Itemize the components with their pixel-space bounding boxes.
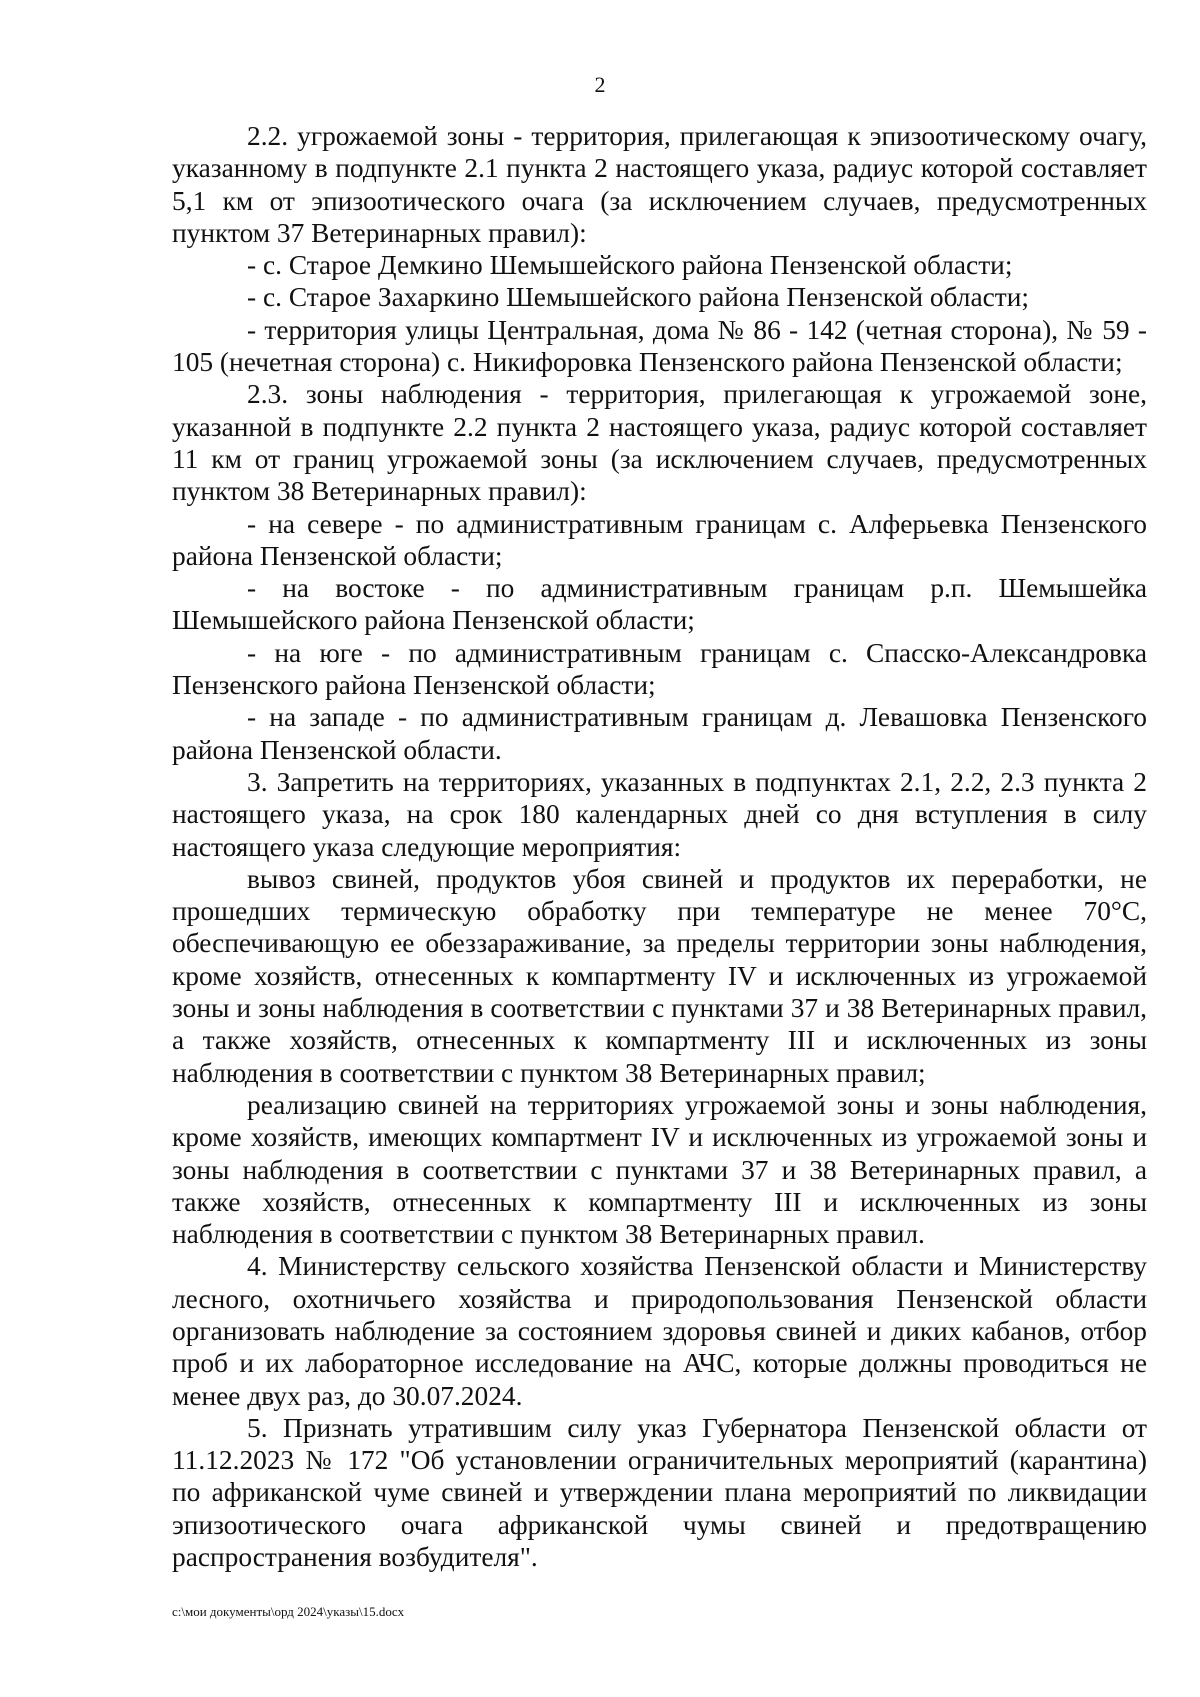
list-item-nikiforovka: - территория улицы Центральная, дома № 86 - 142 (четная сторона), № 59 - 105 (нечетная сторона) с. Никифоровка Пензенского района Пензенской области; [172, 314, 1147, 378]
paragraph-3-sale: реализацию свиней на территориях угрожаемой зоны и зоны наблюдения, кроме хозяйств, имеющих компартмент IV и исключенных из угрожаемой зоны и зоны наблюдения в соответствии с пунктами 37 и 38 Ветеринарных правил, а также хозяйств, отнесенных к компартменту III и исключенных из зоны наблюдения в соответствии с пунктом 38 Ветеринарных правил. [172, 1089, 1147, 1250]
list-item-staroe-zaharkino: - с. Старое Захаркино Шемышейского района Пензенской области; [247, 282, 1029, 313]
list-item-staroe-demkino: - с. Старое Демкино Шемышейского района Пензенской области; [247, 250, 1013, 281]
paragraph-4: 4. Министерству сельского хозяйства Пензенской области и Министерству лесного, охотничьего хозяйства и природопользования Пензенской области организовать наблюдение за состоянием здоровья свиней и диких кабанов, отбор проб и их лабораторное исследование на АЧС, которые должны проводиться не менее двух раз, до 30.07.2024. [172, 1251, 1147, 1411]
list-item-west: - на западе - по административным границам д. Левашовка Пензенского района Пензенской области. [172, 702, 1147, 765]
paragraph-2-2: 2.2. угрожаемой зоны - территория, прилегающая к эпизоотическому очагу, указанному в подпункте 2.1 пункта 2 настоящего указа, радиус которой составляет 5,1 км от эпизоотического очага (за исключением случаев, предусмотренных пунктом 37 Ветеринарных правил): [172, 121, 1147, 248]
file-path-footer: c:\мои документы\орд 2024\указы\15.docx [172, 1604, 405, 1619]
page-number: 2 [594, 72, 606, 97]
paragraph-5: 5. Признать утратившим силу указ Губернатора Пензенской области от 11.12.2023 № 172 "Об установлении ограничительных мероприятий (карантина) по африканской чуме свиней и утверждении плана мероприятий по ликвидации эпизоотического очага африканской чумы свиней и предотвращению распространения возбудителя". [172, 1412, 1147, 1573]
list-item-east: - на востоке - по административным границам р.п. Шемышейка Шемышейского района Пензенской области; [172, 573, 1147, 636]
paragraph-3-export: вывоз свиней, продуктов убоя свиней и продуктов их переработки, не прошедших термическую обработку при температуре не менее 70°С, обеспечивающую ее обеззараживание, за пределы территории зоны наблюдения, кроме хозяйств, отнесенных к компартменту IV и исключенных из угрожаемой зоны и зоны наблюдения в соответствии с пунктами 37 и 38 Ветеринарных правил, а также хозяйств, отнесенных к компартменту III и исключенных из зоны наблюдения в соответствии с пунктом 38 Ветеринарных правил; [172, 863, 1147, 1088]
document-body [172, 120, 1147, 1573]
list-item-south: - на юге - по административным границам с. Спасско-Александровка Пензенского района Пензенской области; [172, 637, 1147, 701]
list-item-north: - на севере - по административным границам с. Алферьевка Пензенского района Пензенской области; [172, 508, 1147, 571]
paragraph-3: 3. Запретить на территориях, указанных в подпунктах 2.1, 2.2, 2.3 пункта 2 настоящего указа, на срок 180 календарных дней со дня вступления в силу настоящего указа следующие мероприятия: [172, 766, 1147, 862]
paragraph-2-3: 2.3. зоны наблюдения - территория, прилегающая к угрожаемой зоне, указанной в подпункте 2.2 пункта 2 настоящего указа, радиус которой составляет 11 км от границ угрожаемой зоны (за исключением случаев, предусмотренных пунктом 38 Ветеринарных правил): [172, 379, 1147, 507]
